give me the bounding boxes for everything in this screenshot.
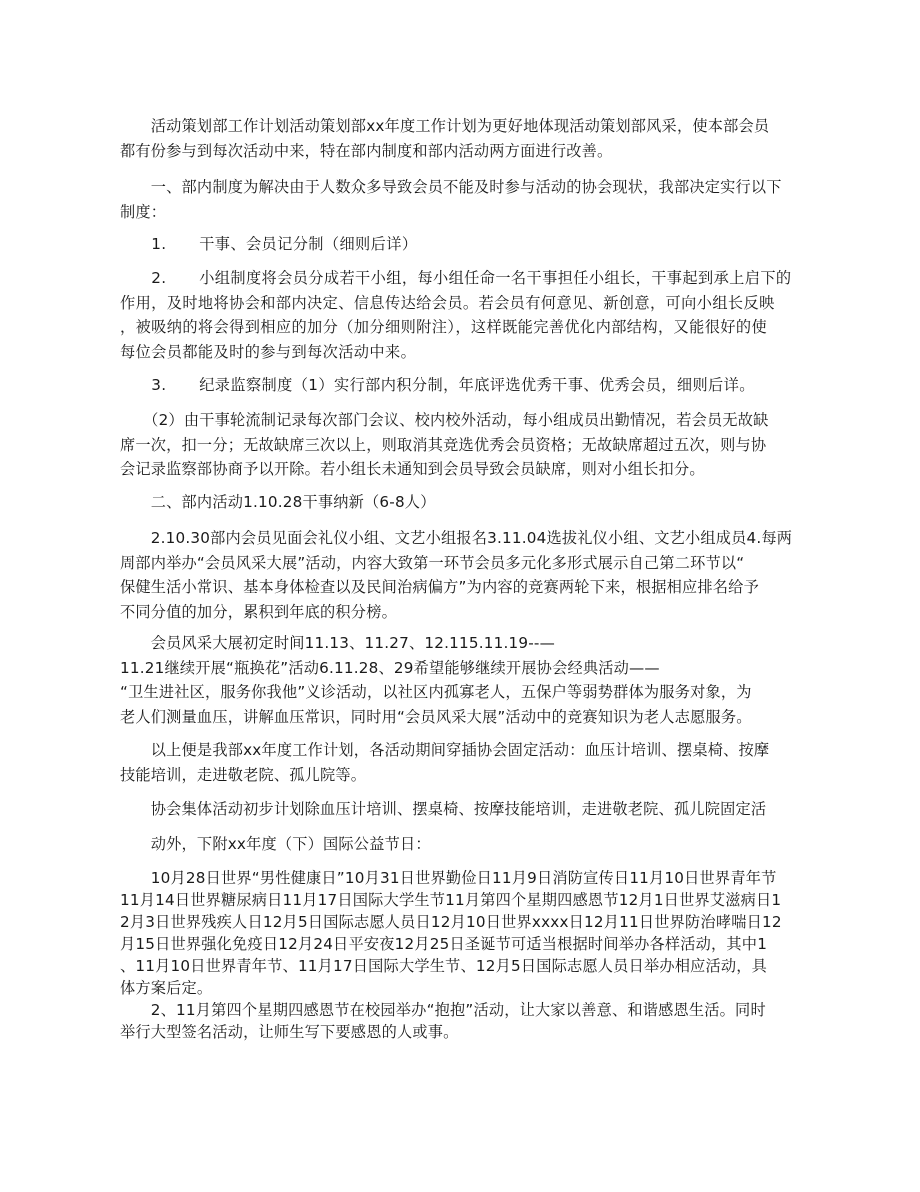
text-line: 2月3日世界残疾人日12月5日国际志愿人员日12月10日世界xxxx日12月11日世界防治哮喘日12 bbox=[120, 913, 782, 931]
paragraph-item-2 bbox=[120, 266, 810, 364]
text-line: 活动策划部工作计划活动策划部xx年度工作计划为更好地体现活动策划部风采，使本部会员 bbox=[120, 117, 770, 135]
text-line: 作用，及时地将协会和部内决定、信息传达给会员。若会员有何意见、新创意，可向小组长反映 bbox=[120, 293, 775, 312]
item-text: 小组制度将会员分成若干小组，每小组任命一名干事担任小组长，干事起到承上启下的 bbox=[199, 269, 792, 287]
text-line: 技能培训，走进敬老院、孤儿院等。 bbox=[120, 765, 367, 784]
paragraph-collective-plan bbox=[120, 797, 810, 822]
text-line: 、11月10日世界青年节、11月17日国际大学生节、12月5日国际志愿人员日举办相应活动，具 bbox=[120, 957, 768, 975]
paragraph-item-1 bbox=[120, 232, 810, 257]
text-line: 月15日世界强化免疫日12月24日平安夜12月25日圣诞节可适当根据时间举办各样活动，其中1 bbox=[120, 935, 768, 953]
paragraph-holidays-intro bbox=[120, 832, 810, 857]
paragraph-intro bbox=[120, 114, 810, 163]
text-line: 协会集体活动初步计划除血压计培训、摆桌椅、按摩技能培训，走进敬老院、孤儿院固定活 bbox=[120, 800, 767, 818]
text-line: 一、部内制度为解决由于人数众多导致会员不能及时参与活动的协会现状，我部决定实行以下 bbox=[120, 178, 782, 196]
paragraph-activities bbox=[120, 526, 810, 624]
text-line: 保健生活小常识、基本身体检查以及民间治病偏方”为内容的竞赛两轮下来，根据相应排名给予 bbox=[120, 578, 759, 596]
paragraph-section-1 bbox=[120, 175, 810, 224]
text-line: 会员风采大展初定时间11.13、11.27、12.115.11.19--— bbox=[120, 634, 555, 652]
text-line: 制度： bbox=[120, 202, 167, 221]
text-line: 以上便是我部xx年度工作计划，各活动期间穿插协会固定活动：血压计培训、摆桌椅、按摩 bbox=[120, 741, 770, 759]
text-line: 都有份参与到每次活动中来，特在部内制度和部内活动两方面进行改善。 bbox=[120, 141, 613, 160]
text-line: “卫生进社区，服务你我他”义诊活动，以社区内孤寡老人，五保户等弱势群体为服务对象，为 bbox=[120, 683, 752, 701]
text-line: 会记录监察部协商予以开除。若小组长未通知到会员导致会员缺席，则对小组长扣分。 bbox=[120, 460, 705, 478]
text-line: 举行大型签名活动，让师生写下要感恩的人或事。 bbox=[120, 1023, 459, 1041]
text-line: 动外，下附xx年度（下）国际公益节日： bbox=[120, 835, 431, 853]
text-line: 10月28日世界“男性健康日”10月31日世界勤俭日11月9日消防宣传日11月10日世界青年节 bbox=[120, 869, 777, 887]
text-line: 2.10.30部内会员见面会礼仪小组、文艺小组报名3.11.04选拔礼仪小组、文艺小组成员4.每两 bbox=[120, 529, 793, 547]
text-line bbox=[120, 232, 810, 257]
paragraph-section-2 bbox=[120, 490, 810, 515]
item-number: 3. bbox=[151, 376, 167, 394]
text-line: 老人们测量血压，讲解血压常识，同时用“会员风采大展”活动中的竞赛知识为老人志愿服务。 bbox=[120, 707, 752, 726]
paragraph-summary bbox=[120, 738, 810, 787]
paragraph-holidays bbox=[120, 867, 810, 1043]
text-line: 每位会员都能及时的参与到每次活动中来。 bbox=[120, 342, 417, 361]
text-line: 不同分值的加分，累积到年底的积分榜。 bbox=[120, 602, 397, 621]
text-line: 2、11月第四个星期四感恩节在校园举办“抱抱”活动，让大家以善意、和谐感恩生活。同时 bbox=[120, 1001, 766, 1019]
paragraph-attendance bbox=[120, 408, 810, 482]
item-text: 干事、会员记分制（细则后详） bbox=[199, 235, 418, 253]
text-line: 体方案后定。 bbox=[120, 979, 213, 997]
text-line bbox=[120, 373, 810, 398]
text-line: （2）由干事轮流制记录每次部门会议、校内校外活动，每小组成员出勤情况，若会员无故缺 bbox=[120, 411, 769, 429]
text-line: 11月14日世界糖尿病日11月17日国际大学生节11月第四个星期四感恩节12月1日世界艾滋病日1 bbox=[120, 891, 782, 909]
paragraph-item-3 bbox=[120, 373, 810, 398]
paragraph-schedule bbox=[120, 631, 810, 729]
text-line: 二、部内活动1.10.28干事纳新（6-8人） bbox=[120, 493, 436, 511]
item-number: 1. bbox=[151, 235, 167, 253]
text-line: 11.21继续开展“瓶换花”活动6.11.28、29希望能够继续开展协会经典活动—— bbox=[120, 658, 660, 677]
text-line: 周部内举办“会员风采大展”活动，内容大致第一环节会员多元化多形式展示自己第二环节以“ bbox=[120, 553, 745, 572]
item-text: 纪录监察制度（1）实行部内积分制，年底评选优秀干事、优秀会员，细则后详。 bbox=[199, 376, 755, 394]
text-line bbox=[120, 266, 810, 291]
item-number: 2. bbox=[151, 269, 167, 287]
text-line: 席一次，扣一分；无故缺席三次以上，则取消其竞选优秀会员资格；无故缺席超过五次，则与协 bbox=[120, 435, 767, 454]
text-line: ，被吸纳的将会得到相应的加分（加分细则附注），这样既能完善优化内部结构，又能很好的使 bbox=[120, 318, 768, 336]
